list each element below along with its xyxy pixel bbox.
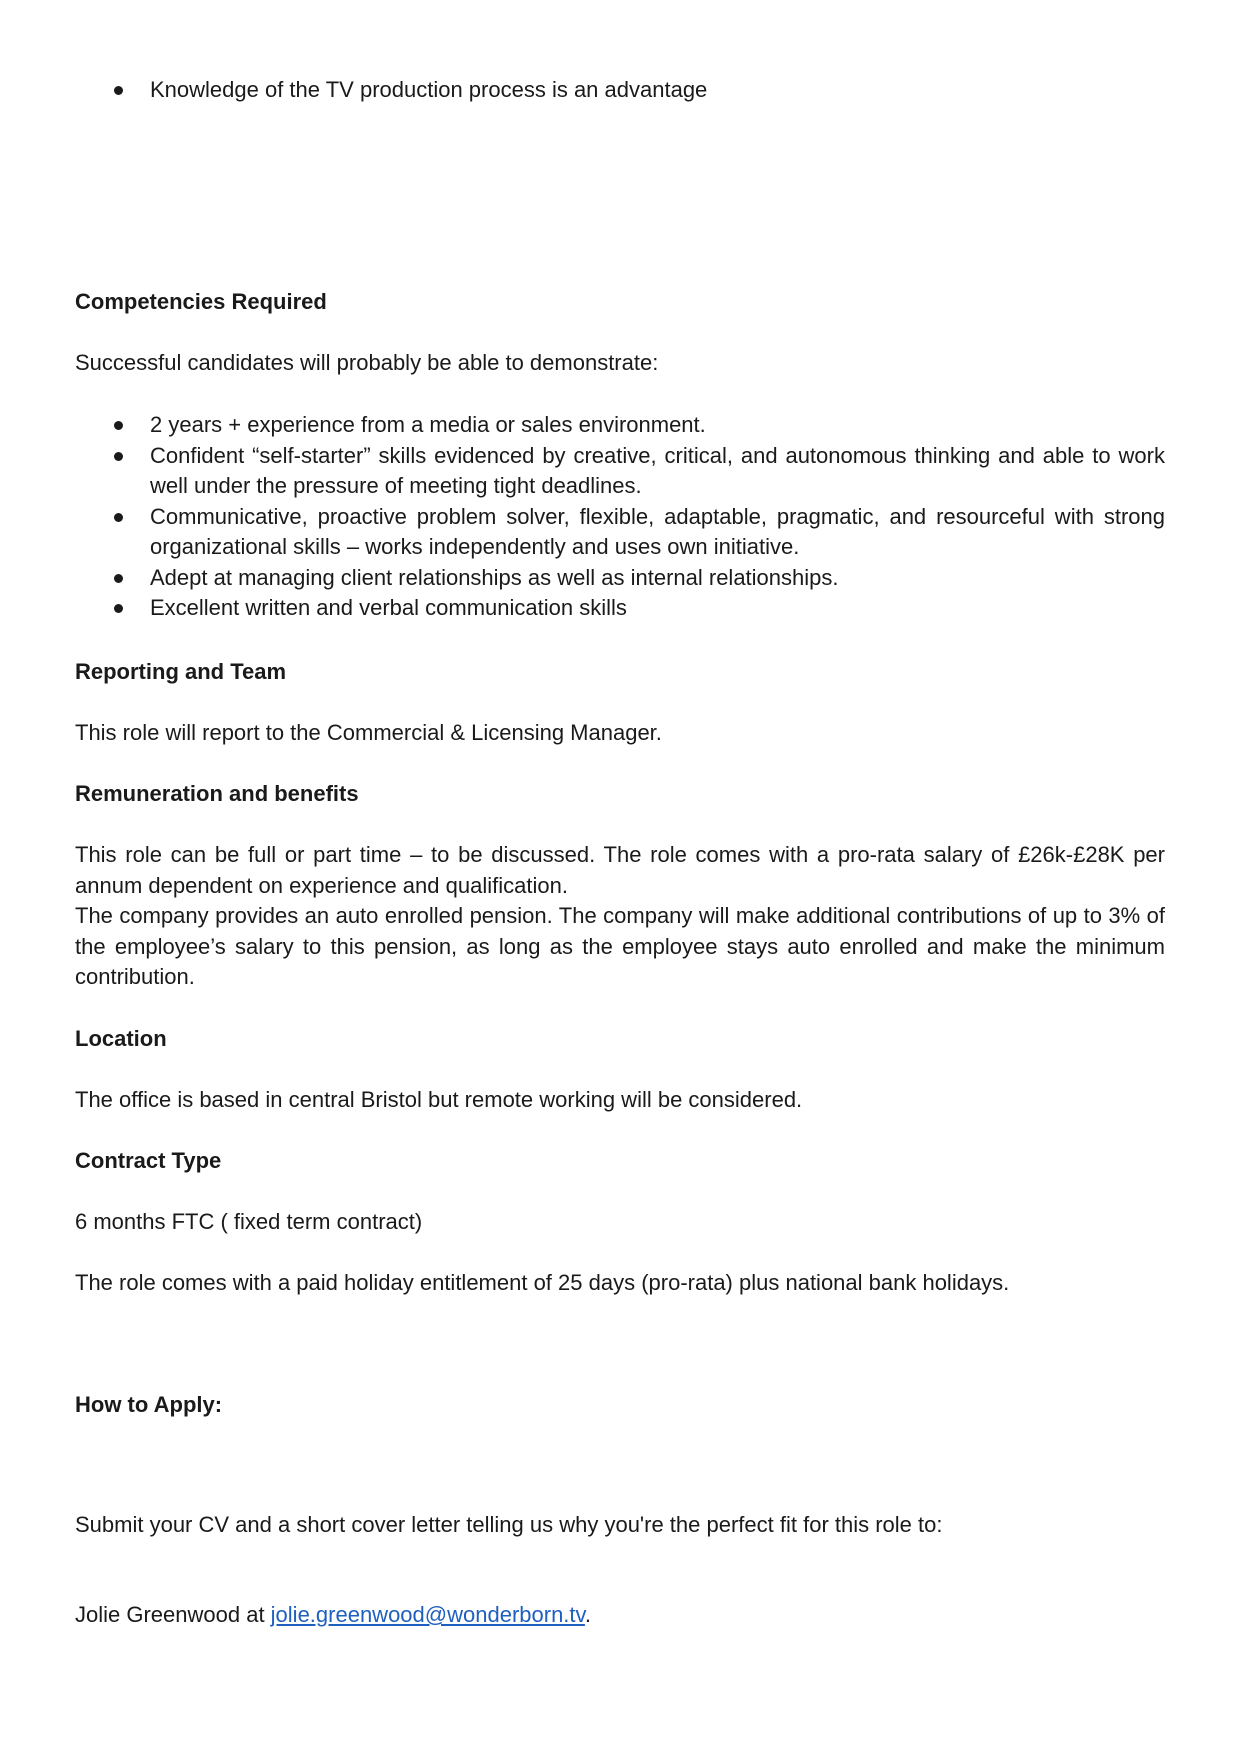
list-item [75, 502, 1165, 563]
competencies-intro: Successful candidates will probably be able to demonstrate: [75, 350, 659, 375]
bullet-text: Excellent written and verbal communication skills [150, 595, 627, 620]
apply-instruction: Submit your CV and a short cover letter telling us why you're the perfect fit for this role to: [75, 1512, 943, 1537]
list-item [75, 563, 1165, 594]
holiday-text: The role comes with a paid holiday entitlement of 25 days (pro-rata) plus national bank holidays. [75, 1270, 1010, 1295]
competencies-heading: Competencies Required [75, 289, 327, 314]
bullet-text: 2 years + experience from a media or sales environment. [150, 412, 706, 437]
remuneration-paragraph-pension: The company provides an auto enrolled pension. The company will make additional contributions of up to 3% of the employee’s salary to this pension, as long as the employee stays auto enrolled and make the minimum contribution. [75, 903, 1165, 989]
contract-heading: Contract Type [75, 1148, 222, 1173]
remuneration-paragraph-salary: This role can be full or part time – to be discussed. The role comes with a pro-rata salary of £26k-£28K per annum dependent on experience and qualification. [75, 842, 1165, 898]
bullet-icon [114, 421, 123, 430]
contact-prefix: Jolie Greenwood at [75, 1602, 271, 1627]
contact-suffix: . [584, 1602, 592, 1627]
bullet-text: Communicative, proactive problem solver, flexible, adaptable, pragmatic, and resourceful with strong organizational skills – works independently and uses own initiative. [150, 503, 1165, 559]
location-text: The office is based in central Bristol but remote working will be considered. [75, 1087, 803, 1112]
email-link[interactable]: jolie.greenwood@wonderborn.tv [270, 1602, 585, 1627]
bullet-text: Knowledge of the TV production process is an advantage [150, 77, 708, 102]
apply-heading: How to Apply: [75, 1392, 223, 1417]
contract-type-text: 6 months FTC ( fixed term contract) [75, 1209, 423, 1234]
bullet-text: Adept at managing client relationships as well as internal relationships. [150, 564, 839, 590]
reporting-text: This role will report to the Commercial & Licensing Manager. [75, 720, 662, 745]
bullet-icon [114, 86, 123, 95]
list-item [75, 75, 1165, 106]
competencies-bullet-list [75, 410, 1165, 624]
list-item [75, 593, 1165, 624]
bullet-icon [114, 452, 123, 461]
top-bullet-list [75, 75, 1165, 106]
list-item [75, 441, 1165, 502]
bullet-icon [114, 604, 123, 613]
bullet-icon [114, 574, 123, 583]
apply-contact [75, 1600, 1165, 1631]
bullet-icon [114, 513, 123, 522]
bullet-text: Confident “self-starter” skills evidenced by creative, critical, and autonomous thinking and able to work well under the pressure of meeting tight deadlines. [150, 442, 1165, 498]
remuneration-heading: Remuneration and benefits [75, 781, 359, 806]
reporting-heading: Reporting and Team [75, 659, 287, 684]
list-item [75, 410, 1165, 441]
location-heading: Location [75, 1026, 167, 1051]
